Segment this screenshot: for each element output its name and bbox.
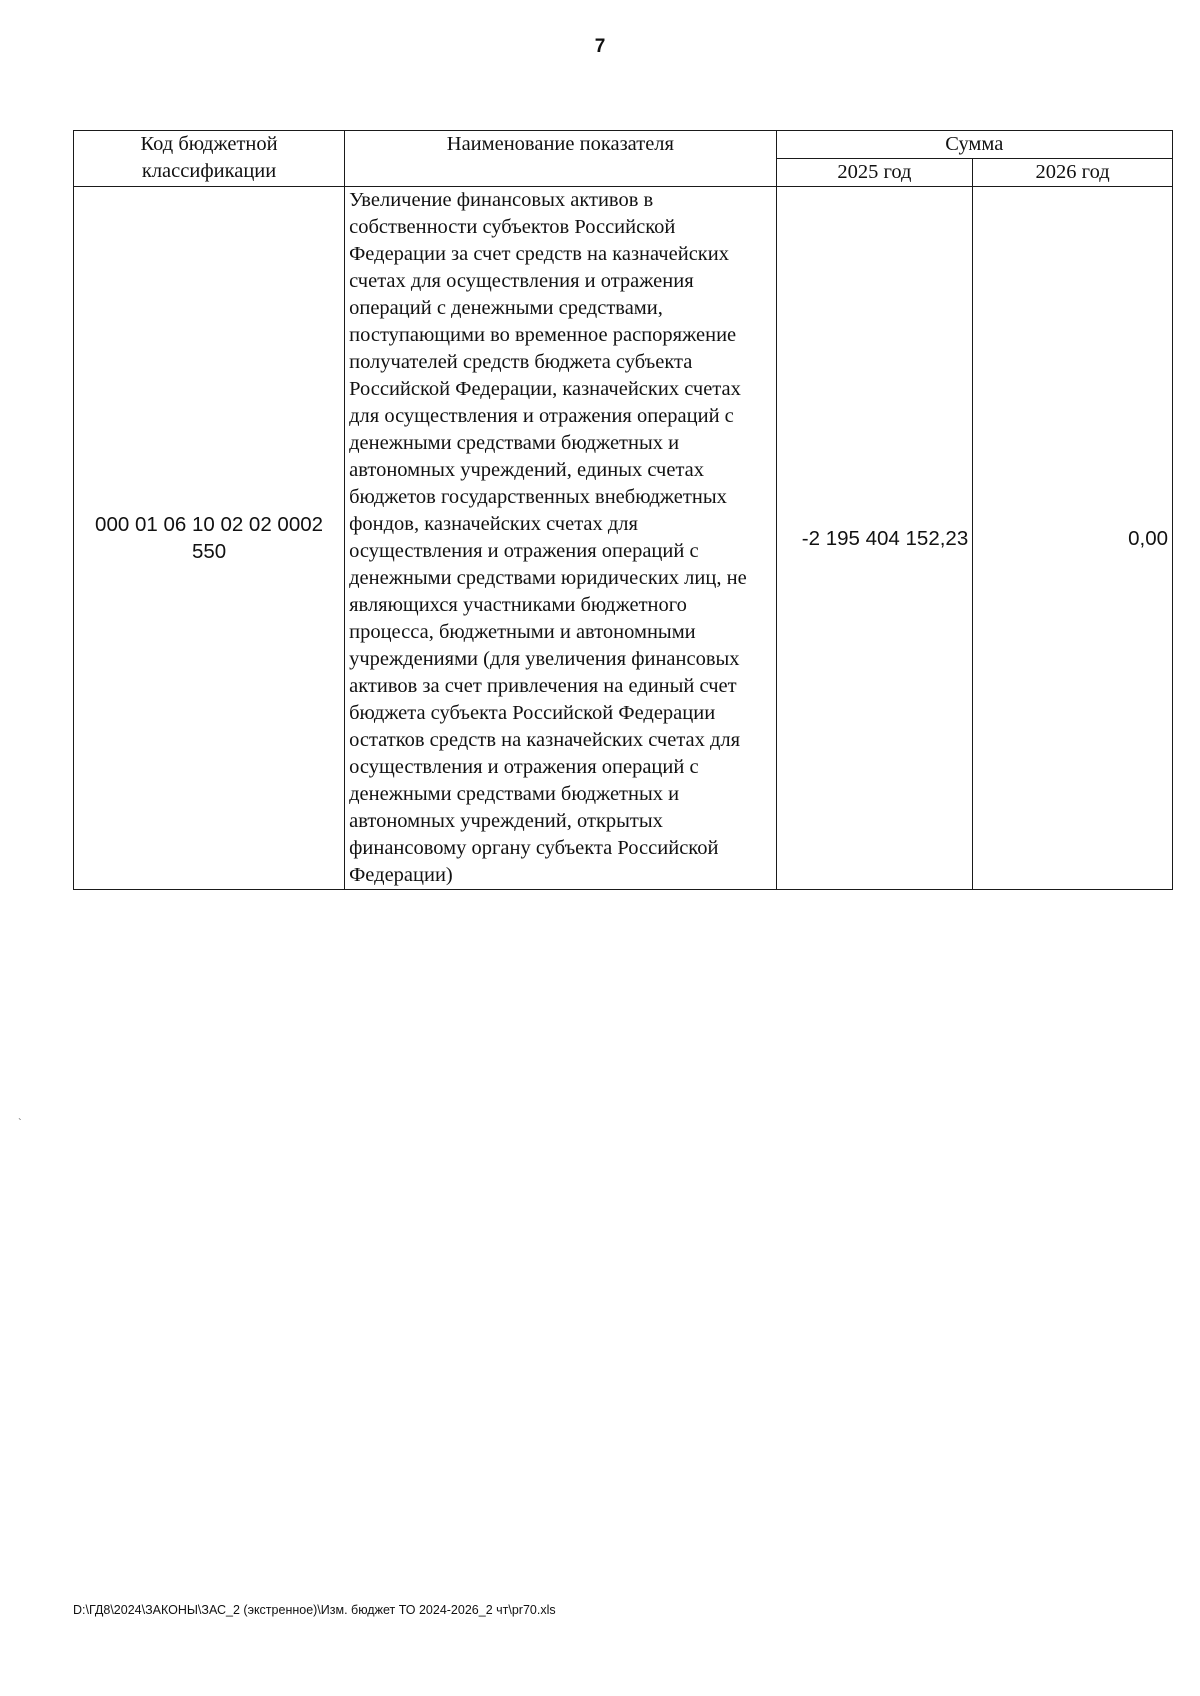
page-number: 7 — [594, 36, 606, 57]
header-row — [74, 131, 1173, 159]
amount-2026-cell: 0,00 — [973, 187, 1173, 890]
budget-code-cell: 000 01 06 10 02 02 0002 550 — [74, 187, 345, 890]
stray-mark: ` — [18, 1117, 22, 1129]
footer-file-path: D:\ГД8\2024\ЗАКОНЫ\ЗАС_2 (экстренное)\Изм. бюджет ТО 2024-2026_2 чт\pr70.xls — [73, 1603, 556, 1617]
header-year-2025: 2025 год — [776, 159, 973, 187]
table-row — [74, 187, 1173, 890]
header-code: Код бюджетной классификации — [74, 131, 345, 187]
table-header — [74, 131, 1173, 187]
header-year-2026: 2026 год — [973, 159, 1173, 187]
budget-table — [73, 130, 1173, 890]
amount-2025-cell: -2 195 404 152,23 — [776, 187, 973, 890]
table-body — [74, 187, 1173, 890]
header-sum: Сумма — [776, 131, 1172, 159]
header-name: Наименование показателя — [345, 131, 777, 187]
indicator-name-cell: Увеличение финансовых активов в собственности субъектов Российской Федерации за счет средств на казначейских счетах для осуществления и отражения операций с денежными средствами, поступающими во временное распоряжение получателей средств бюджета субъекта Российской Федерации, казначейских счетах для осуществления и отражения операций с денежными средствами бюджетных и автономных учреждений, единых счетах бюджетов государственных внебюджетных фондов, казначейских счетах для осуществления и отражения операций с денежными средствами юридических лиц, не являющихся участниками бюджетного процесса, бюджетными и автономными учреждениями (для увеличения финансовых активов за счет привлечения на единый счет бюджета субъекта Российской Федерации остатков средств на казначейских счетах для осуществления и отражения операций с денежными средствами бюджетных и автономных учреждений, открытых финансовому органу субъекта Российской Федерации) — [345, 187, 777, 890]
